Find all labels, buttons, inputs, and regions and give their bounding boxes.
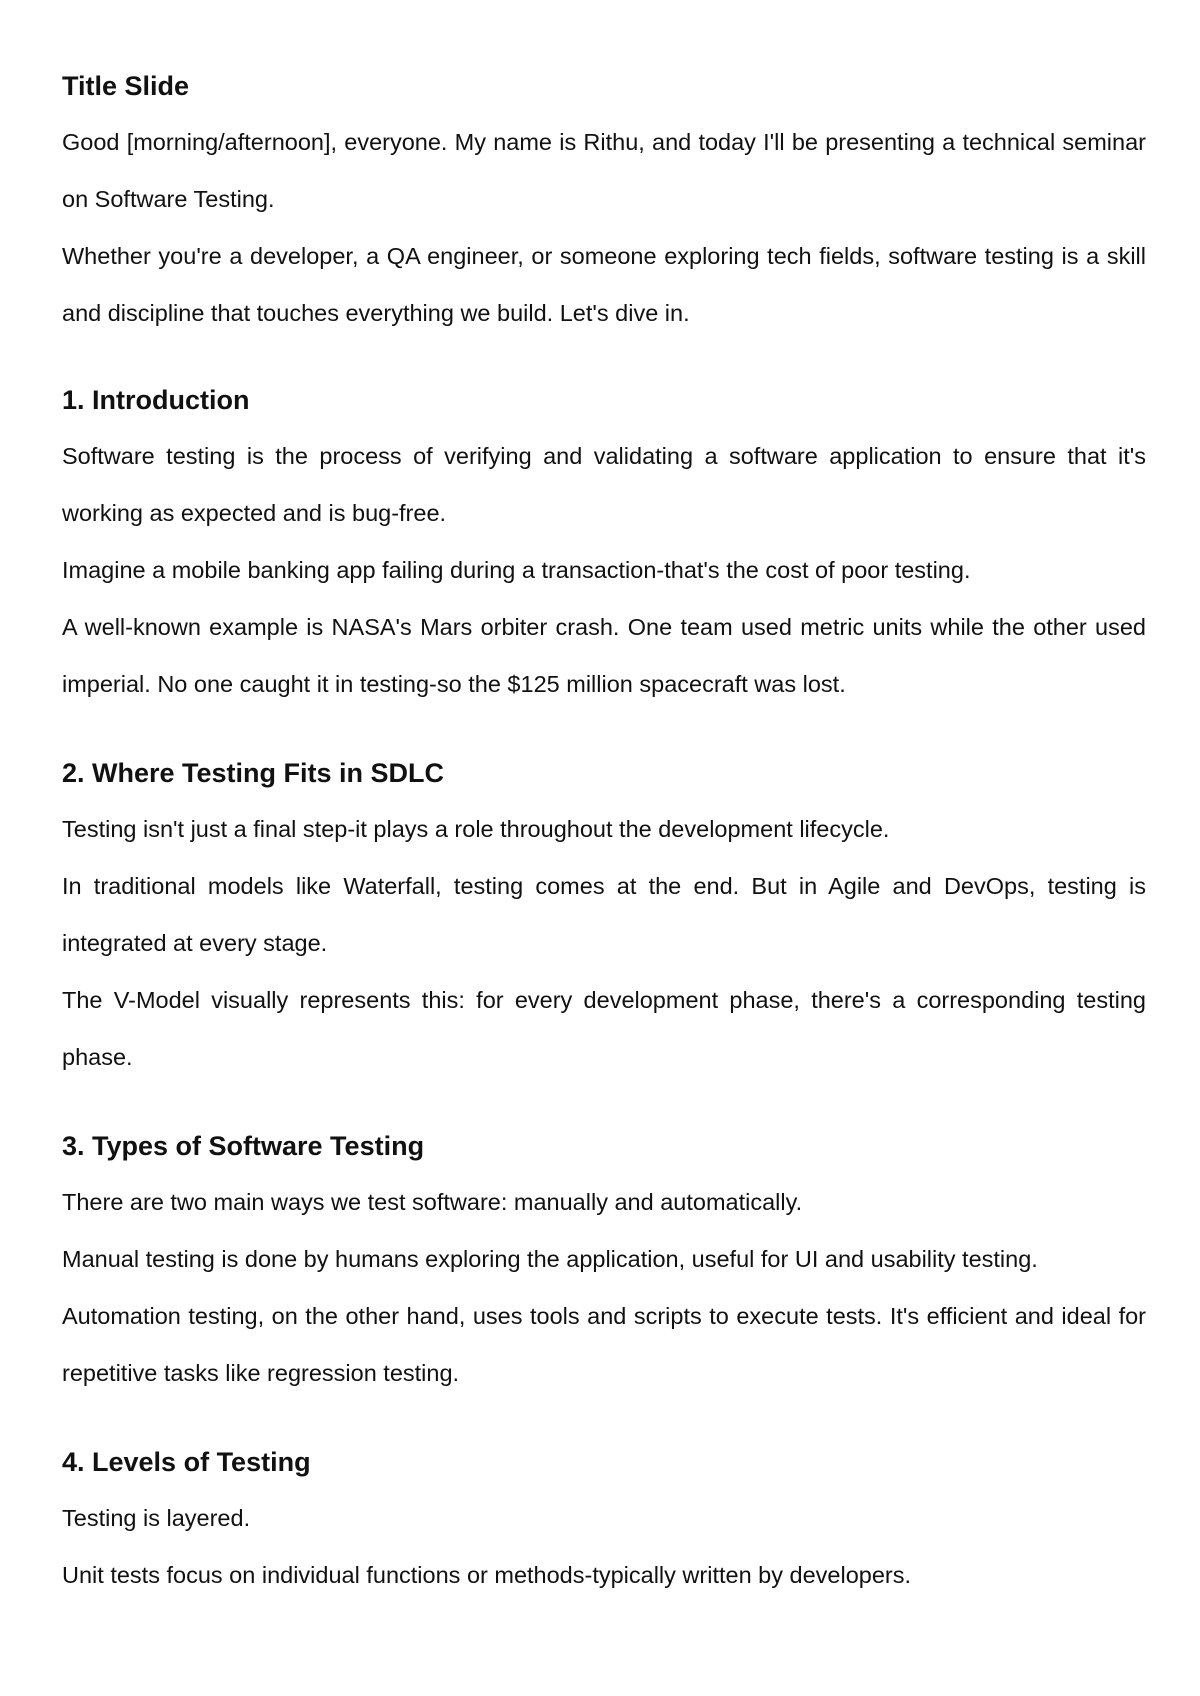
section-heading-introduction: 1. Introduction xyxy=(62,385,250,415)
section-heading-types: 3. Types of Software Testing xyxy=(62,1131,425,1161)
paragraph: Whether you're a developer, a QA engineer, or someone exploring tech fields, software testing is a skill and discipline that touches everything we build. Let's dive in. xyxy=(62,243,1146,326)
paragraph: Unit tests focus on individual functions or methods-typically written by developers. xyxy=(62,1562,912,1588)
paragraph: Testing is layered. xyxy=(62,1505,251,1531)
paragraph: Automation testing, on the other hand, uses tools and scripts to execute tests. It's efficient and ideal for repetitive tasks like regression testing. xyxy=(62,1303,1146,1386)
paragraph: Software testing is the process of verifying and validating a software application to ensure that it's working as expected and is bug-free. xyxy=(62,443,1146,526)
section-heading-title-slide: Title Slide xyxy=(62,71,190,101)
paragraph: Testing isn't just a final step-it plays a role throughout the development lifecycle. xyxy=(62,816,890,842)
paragraph: Imagine a mobile banking app failing during a transaction-that's the cost of poor testing. xyxy=(62,557,971,583)
paragraph: A well-known example is NASA's Mars orbiter crash. One team used metric units while the other used imperial. No one caught it in testing-so the $125 million spacecraft was lost. xyxy=(62,614,1146,697)
paragraph: There are two main ways we test software: manually and automatically. xyxy=(62,1189,803,1215)
section-heading-sdlc: 2. Where Testing Fits in SDLC xyxy=(62,758,445,788)
paragraph: The V-Model visually represents this: for every development phase, there's a corresponding testing phase. xyxy=(62,987,1146,1070)
paragraph: Manual testing is done by humans exploring the application, useful for UI and usability testing. xyxy=(62,1246,1038,1272)
paragraph: In traditional models like Waterfall, testing comes at the end. But in Agile and DevOps, testing is integrated at every stage. xyxy=(62,873,1146,956)
section-heading-levels: 4. Levels of Testing xyxy=(62,1447,311,1477)
paragraph: Good [morning/afternoon], everyone. My name is Rithu, and today I'll be presenting a technical seminar on Software Testing. xyxy=(62,129,1146,212)
